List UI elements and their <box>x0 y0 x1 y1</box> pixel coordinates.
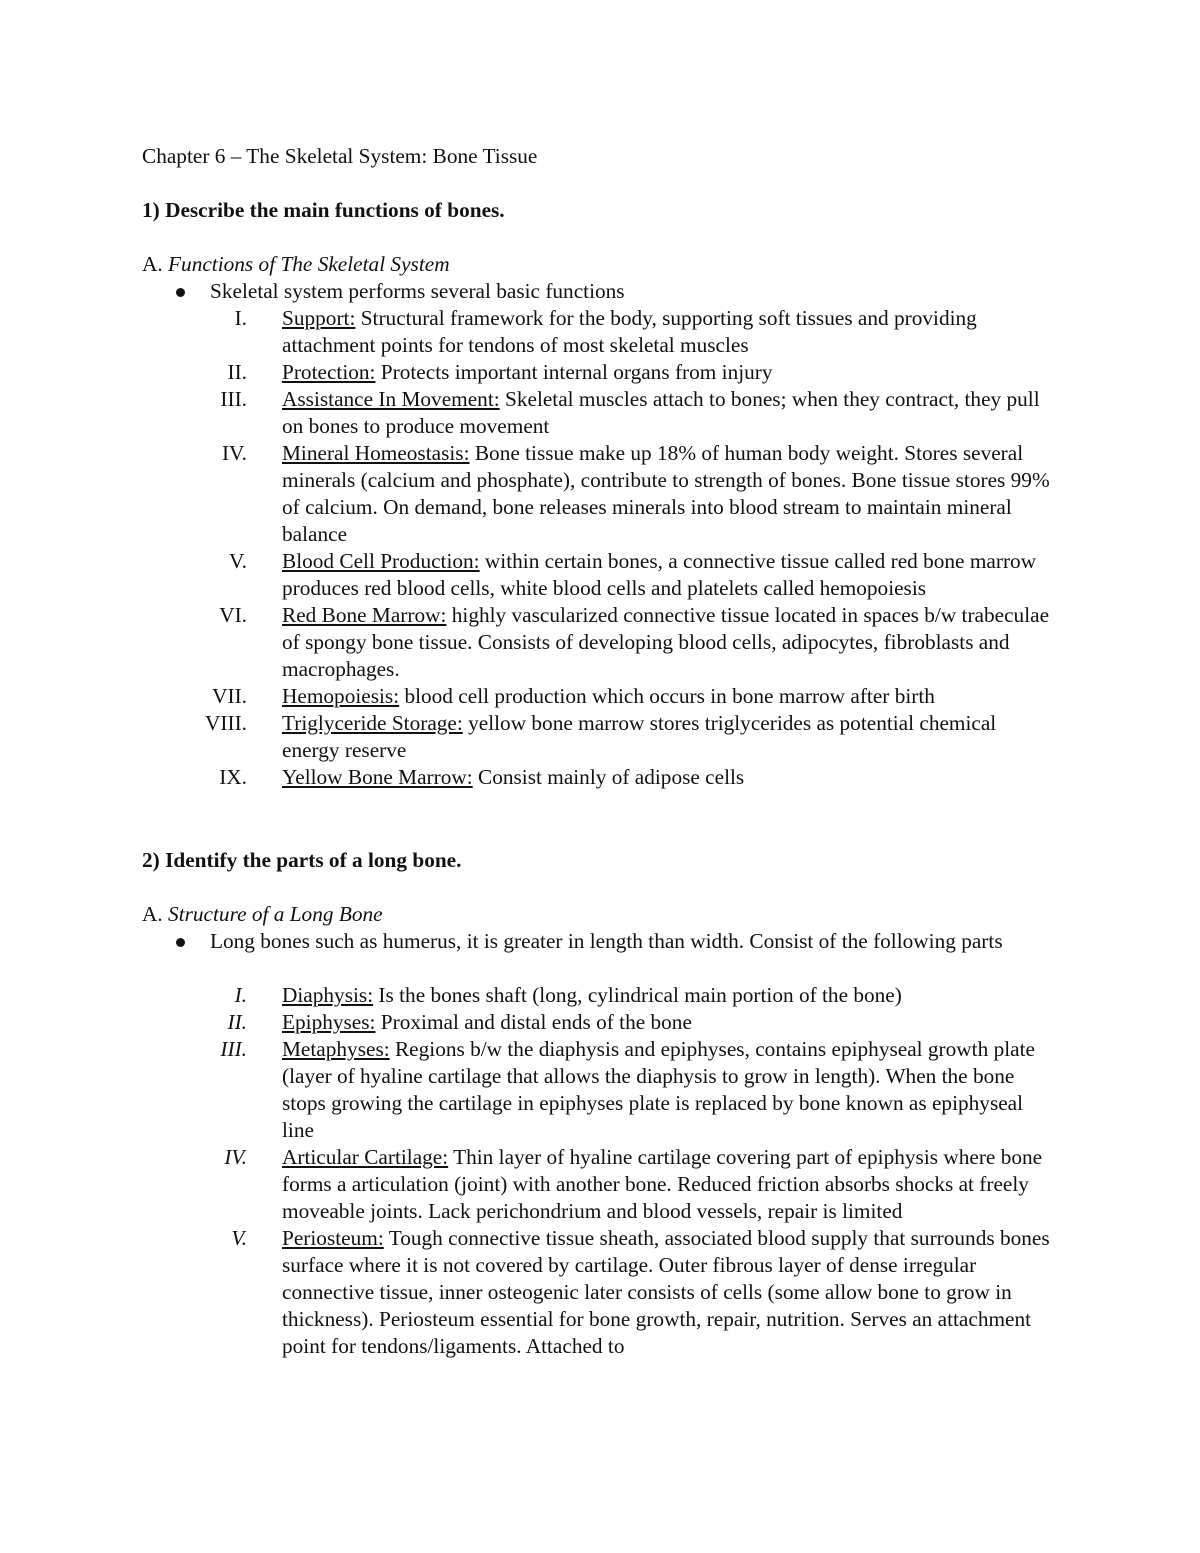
subsection-title: Structure of a Long Bone <box>168 902 383 926</box>
subsection-letter: A. <box>142 902 163 926</box>
item-text <box>282 1144 1057 1225</box>
item-description: Tough connective tissue sheath, associated blood supply that surrounds bones surface where it is not covered by cartilage. Outer fibrous layer of dense irregular connective tissue, inner osteogenic later consists of cells (some allow bone to grow in thickness). Periosteum essential for bone growth, repair, nutrition. Serves an attachment point for tendons/ligaments. Attached to <box>282 1226 1050 1358</box>
item-term: Assistance In Movement: <box>282 387 500 411</box>
item-term: Blood Cell Production: <box>282 549 480 573</box>
item-text <box>282 982 1057 1009</box>
item-text <box>282 305 1057 359</box>
list-item <box>190 602 1070 683</box>
subsection-letter: A. <box>142 252 163 276</box>
item-number: III. <box>220 387 247 411</box>
item-number: VII. <box>212 684 247 708</box>
item-description: Regions b/w the diaphysis and epiphyses, contains epiphyseal growth plate (layer of hyaline cartilage that allows the diaphysis to grow in length). When the bone stops growing the cartilage in epiphyses plate is replaced by bone known as epiphyseal line <box>282 1037 1035 1142</box>
item-text <box>282 602 1057 683</box>
item-description: Bone tissue make up 18% of human body weight. Stores several minerals (calcium and phosphate), contribute to strength of bones. Bone tissue stores 99% of calcium. On demand, bone releases minerals into blood stream to maintain mineral balance <box>282 441 1050 546</box>
item-text <box>282 548 1057 602</box>
item-description: Proximal and distal ends of the bone <box>375 1010 692 1034</box>
item-term: Protection: <box>282 360 376 384</box>
item-term: Mineral Homeostasis: <box>282 441 470 465</box>
item-text <box>282 764 1057 791</box>
item-description: Skeletal muscles attach to bones; when they contract, they pull on bones to produce movement <box>282 387 1040 438</box>
list-item <box>190 710 1070 764</box>
item-term: Yellow Bone Marrow: <box>282 765 473 789</box>
item-number: IX. <box>219 765 247 789</box>
item-text <box>282 1036 1057 1144</box>
list-item <box>190 1225 1070 1360</box>
item-term: Support: <box>282 306 356 330</box>
item-description: highly vascularized connective tissue located in spaces b/w trabeculae of spongy bone tissue. Consists of developing blood cells, adipocytes, fibroblasts and macrophages. <box>282 603 1050 681</box>
item-number: I. <box>234 306 247 330</box>
list-item <box>190 305 1070 359</box>
item-number: III. <box>220 1037 247 1061</box>
chapter-title: Chapter 6 – The Skeletal System: Bone Tissue <box>142 144 538 168</box>
item-description: Protects important internal organs from injury <box>375 360 773 384</box>
bullet-text: Long bones such as humerus, it is greater in length than width. Consist of the following parts <box>210 929 1003 953</box>
item-number: V. <box>229 549 247 573</box>
list-item <box>190 386 1070 440</box>
item-term: Diaphysis: <box>282 983 374 1007</box>
bullet-icon <box>176 288 185 297</box>
item-term: Metaphyses: <box>282 1037 390 1061</box>
item-number: IV. <box>224 1145 247 1169</box>
section-2-subheading <box>142 901 383 928</box>
item-description: yellow bone marrow stores triglycerides as potential chemical energy reserve <box>282 711 997 762</box>
item-number: II. <box>227 1010 247 1034</box>
item-number: II. <box>227 360 247 384</box>
item-description: within certain bones, a connective tissue called red bone marrow produces red blood cells, white blood cells and platelets called hemopoiesis <box>282 549 1037 600</box>
item-description: Is the bones shaft (long, cylindrical main portion of the bone) <box>373 983 902 1007</box>
list-item <box>190 683 1070 710</box>
item-description: Consist mainly of adipose cells <box>472 765 745 789</box>
item-number: IV. <box>221 441 247 465</box>
item-term: Articular Cartilage: <box>282 1145 449 1169</box>
item-description: blood cell production which occurs in bone marrow after birth <box>399 684 935 708</box>
list-item <box>190 440 1070 548</box>
item-number: VI. <box>219 603 247 627</box>
list-item <box>190 359 1070 386</box>
item-text <box>282 1225 1057 1360</box>
item-term: Red Bone Marrow: <box>282 603 447 627</box>
item-number: I. <box>234 983 247 1007</box>
item-term: Triglyceride Storage: <box>282 711 463 735</box>
item-description: Thin layer of hyaline cartilage covering part of epiphysis where bone forms a articulation (joint) with another bone. Reduced friction absorbs shocks at freely moveable joints. Lack perichondrium and blood vessels, repair is limited <box>282 1145 1043 1223</box>
list-item <box>190 1036 1070 1144</box>
question-2-heading: 2) Identify the parts of a long bone. <box>142 848 462 872</box>
bullet-icon <box>176 938 185 947</box>
item-description: Structural framework for the body, supporting soft tissues and providing attachment points for tendons of most skeletal muscles <box>282 306 977 357</box>
list-item <box>190 1009 1070 1036</box>
item-text <box>282 386 1057 440</box>
functions-list <box>190 305 1070 791</box>
item-text <box>282 710 1057 764</box>
list-item <box>190 1144 1070 1225</box>
question-1-heading: 1) Describe the main functions of bones. <box>142 198 505 222</box>
item-term: Epiphyses: <box>282 1010 376 1034</box>
long-bone-parts-list <box>190 982 1070 1360</box>
section-1-subheading <box>142 251 450 278</box>
subsection-title: Functions of The Skeletal System <box>168 252 450 276</box>
list-item <box>190 548 1070 602</box>
item-text <box>282 683 1057 710</box>
item-number: V. <box>231 1226 247 1250</box>
item-text <box>282 1009 1057 1036</box>
bullet-text: Skeletal system performs several basic functions <box>210 279 625 303</box>
list-item <box>190 982 1070 1009</box>
item-text <box>282 359 1057 386</box>
item-term: Hemopoiesis: <box>282 684 400 708</box>
list-item <box>190 764 1070 791</box>
item-text <box>282 440 1057 548</box>
item-term: Periosteum: <box>282 1226 384 1250</box>
item-number: VIII. <box>205 711 247 735</box>
